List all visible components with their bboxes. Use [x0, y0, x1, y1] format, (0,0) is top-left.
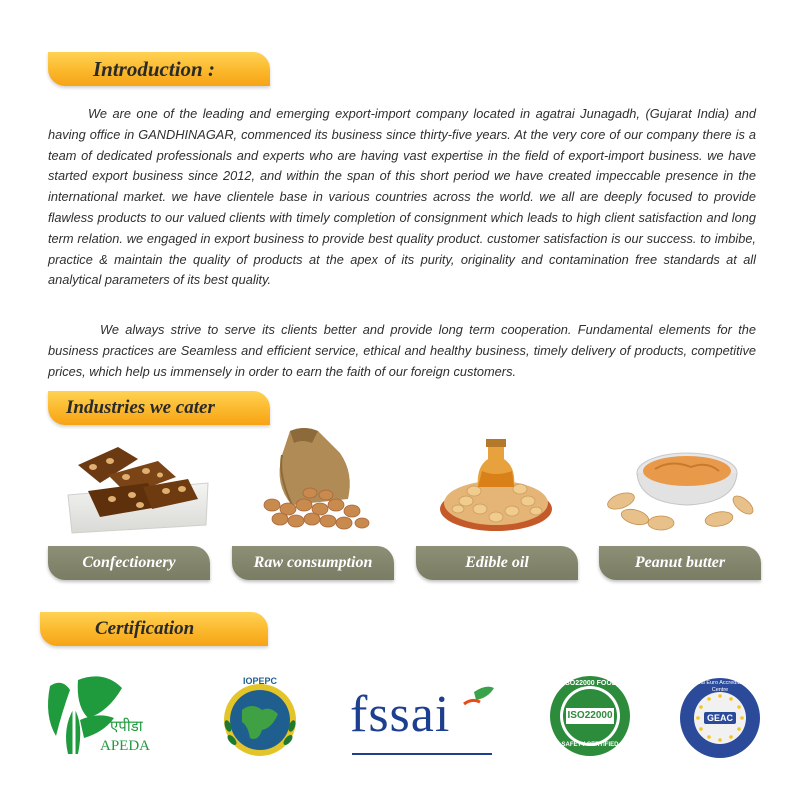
edible-oil-image	[416, 425, 578, 537]
iso-center-text: ISO22000	[567, 710, 613, 721]
geac-ring-text: Global Euro Accreditation Centre	[688, 680, 752, 693]
apeda-name-text: APEDA	[100, 738, 151, 754]
fssai-wordmark: fssai	[350, 686, 451, 743]
apeda-hindi-text: एपीडा	[110, 717, 143, 735]
peanut-sack-image	[232, 425, 394, 537]
industry-label-peanut-butter: Peanut butter	[599, 546, 761, 580]
iso22000-seal	[548, 674, 632, 758]
peanut-chikki-image	[48, 425, 210, 537]
geac-center-text: GEAC	[706, 713, 733, 723]
certification-heading: Certification	[40, 612, 268, 646]
industry-raw-consumption	[232, 425, 394, 571]
industry-label-confectionery: Confectionery	[48, 546, 210, 580]
industries-heading: Industries we cater	[48, 391, 270, 425]
introduction-heading: Introduction :	[48, 52, 270, 86]
introduction-paragraph-1: We are one of the leading and emerging export-import company located in agatrai Junagadh, (Gujarat India) and having office in GANDHINAGAR, commenced its business since thirty-five years. At the very core of our company there is a team of dedicated professionals and experts who are having vast expertise in the field of export-import business. we have started export business since 2012, and within the span of this short period we have created impeccable presence in the international market. we have clientele base in various countries across the world. we all are deeply focused to provide flawless products to our valued clients with timely completion of consignment which leads to high client satisfaction and long term relation. we engaged in export business to provide best quality product. customer satisfaction is our success. to imbibe, practice & maintain the quality of products at the apex of its purity, originality and contamination free standards at all analytical parameters of its best quality.	[48, 106, 756, 288]
iso-top-text: ISO22000 FOOD	[563, 680, 617, 687]
geac-seal	[678, 676, 762, 760]
iso-bottom-text: SAFETY CERTIFIED	[561, 742, 619, 748]
industry-confectionery	[48, 425, 210, 571]
introduction-paragraph-2: We always strive to serve its clients better and provide long term cooperation. Fundamental elements for the business practices are Seamless and efficient service, ethical and healthy business, timely delivery of products, competitive prices, which help us immensely in order to earn the faith of our foreign customers.	[48, 322, 756, 379]
apeda-logo	[44, 672, 170, 764]
industry-edible-oil	[416, 425, 578, 571]
industry-label-edible-oil: Edible oil	[416, 546, 578, 580]
industry-label-raw-consumption: Raw consumption	[232, 546, 394, 580]
fssai-logo	[346, 682, 498, 758]
industry-peanut-butter	[599, 425, 761, 571]
iopepc-name-text: IOPEPC	[242, 676, 277, 686]
iopepc-logo	[218, 676, 302, 760]
globe-icon	[218, 676, 302, 760]
peanut-butter-image	[599, 425, 761, 537]
